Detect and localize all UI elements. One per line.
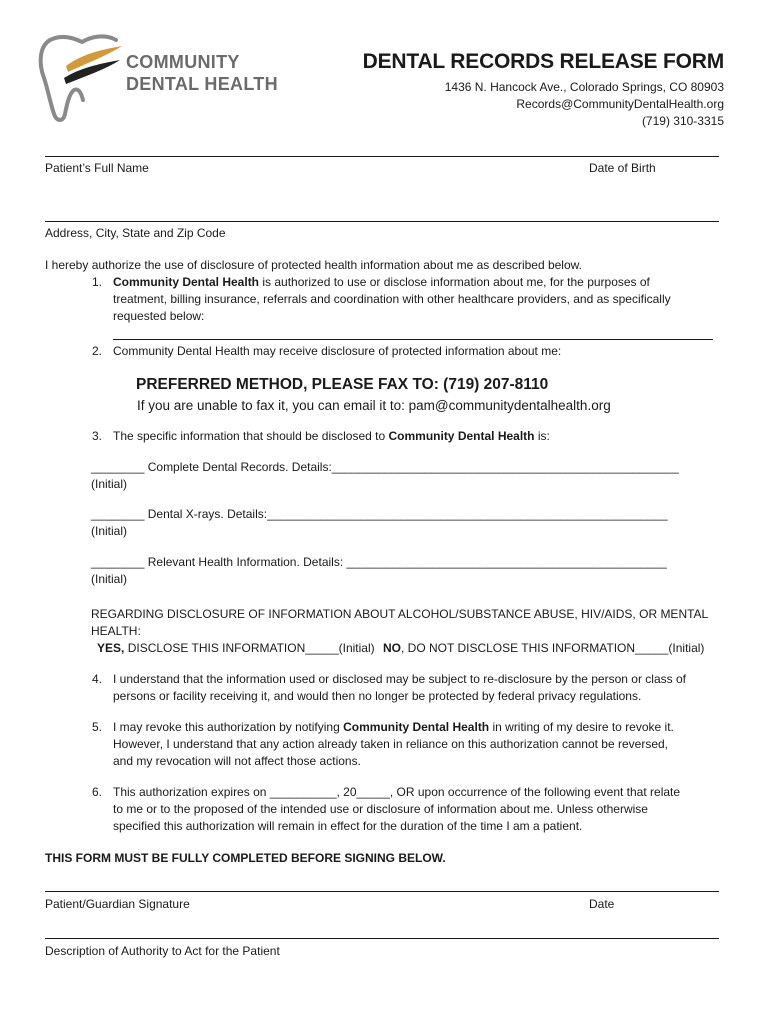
substance-yes-label: YES, bbox=[97, 641, 125, 655]
logo-line-2: DENTAL HEALTH bbox=[126, 74, 278, 94]
item-3-tail: is: bbox=[534, 429, 550, 443]
item-3-line bbox=[113, 429, 550, 443]
option-health-info[interactable]: ________ Relevant Health Information. Details: ________________________________________________ bbox=[91, 555, 667, 569]
authority-line[interactable] bbox=[45, 938, 719, 939]
completion-notice: THIS FORM MUST BE FULLY COMPLETED BEFORE SIGNING BELOW. bbox=[45, 851, 446, 865]
item-6-number: 6. bbox=[92, 785, 103, 799]
form-title: DENTAL RECORDS RELEASE FORM bbox=[362, 50, 724, 73]
substance-no-label: NO bbox=[383, 641, 401, 655]
item-5-line-2: However, I understand that any action already taken in reliance on this authorization cannot be reversed, bbox=[113, 737, 669, 751]
option-complete-records-initial: (Initial) bbox=[91, 477, 128, 491]
substance-yes[interactable] bbox=[97, 641, 375, 655]
clinic-email: Records@CommunityDentalHealth.org bbox=[516, 97, 724, 111]
substance-yes-text: DISCLOSE THIS INFORMATION_____(Initial) bbox=[124, 641, 375, 655]
item-1-number: 1. bbox=[92, 275, 103, 289]
item-6-line-3: specified this authorization will remain in effect for the duration of the time I am a patient. bbox=[113, 819, 583, 833]
preferred-fax: PREFERRED METHOD, PLEASE FAX TO: (719) 207-8110 bbox=[136, 376, 549, 393]
dob-label: Date of Birth bbox=[589, 161, 656, 175]
item-5-pre: I may revoke this authorization by notifying bbox=[113, 720, 344, 734]
option-complete-records[interactable]: ________ Complete Dental Records. Details:____________________________________________________ bbox=[91, 460, 679, 474]
item-3-number: 3. bbox=[92, 429, 103, 443]
item-2-number: 2. bbox=[92, 344, 103, 358]
signature-date-label: Date bbox=[589, 897, 615, 911]
patient-name-label: Patient’s Full Name bbox=[45, 161, 149, 175]
item-5-post: in writing of my desire to revoke it. bbox=[489, 720, 674, 734]
item-5-org: Community Dental Health bbox=[343, 720, 490, 734]
option-dental-xrays[interactable]: ________ Dental X-rays. Details:____________________________________________________________ bbox=[91, 507, 668, 521]
item-2-text: Community Dental Health may receive disclosure of protected information about me: bbox=[113, 344, 562, 358]
intro-text: I hereby authorize the use of disclosure of protected health information about me as described below. bbox=[45, 258, 582, 272]
substance-no[interactable] bbox=[383, 641, 704, 655]
item-1-line-3: requested below: bbox=[113, 309, 205, 323]
item-4-line-2: persons or facility receiving it, and would then no longer be protected by federal privacy regulations. bbox=[113, 689, 642, 703]
item-1-line-2: treatment, billing insurance, referrals and coordination with other healthcare providers, and as specifically bbox=[113, 292, 671, 306]
signature-label: Patient/Guardian Signature bbox=[45, 897, 190, 911]
clinic-address: 1436 N. Hancock Ave., Colorado Springs, CO 80903 bbox=[444, 80, 724, 94]
logo-line-1: COMMUNITY bbox=[126, 52, 240, 72]
item-5-number: 5. bbox=[92, 720, 103, 734]
option-health-info-initial: (Initial) bbox=[91, 572, 128, 586]
item-1-org: Community Dental Health bbox=[113, 275, 260, 289]
option-dental-xrays-initial: (Initial) bbox=[91, 524, 128, 538]
email-alternative: If you are unable to fax it, you can email it to: pam@communitydentalhealth.org bbox=[137, 398, 611, 413]
substance-no-text: , DO NOT DISCLOSE THIS INFORMATION_____(Initial) bbox=[401, 641, 705, 655]
item-5-line-3: and my revocation will not affect those actions. bbox=[113, 754, 361, 768]
patient-name-line[interactable] bbox=[45, 156, 719, 157]
substance-heading-2: HEALTH: bbox=[91, 624, 141, 638]
item-3-text: The specific information that should be disclosed to bbox=[113, 429, 389, 443]
authority-label: Description of Authority to Act for the Patient bbox=[45, 944, 280, 958]
item-6-line-2: to me or to the proposed of the intended use or disclosure of information about me. Unless otherwise bbox=[113, 802, 648, 816]
address-line[interactable] bbox=[45, 221, 719, 222]
substance-heading-1: REGARDING DISCLOSURE OF INFORMATION ABOUT ALCOHOL/SUBSTANCE ABUSE, HIV/AIDS, OR MENTAL bbox=[91, 607, 709, 621]
clinic-phone: (719) 310-3315 bbox=[641, 114, 724, 128]
item-1-line-1 bbox=[113, 275, 650, 289]
address-label: Address, City, State and Zip Code bbox=[45, 226, 226, 240]
signature-line[interactable] bbox=[45, 891, 719, 892]
logo bbox=[36, 32, 286, 124]
item-5-line-1 bbox=[113, 720, 674, 734]
item-4-line-1: I understand that the information used or disclosed may be subject to re-disclosure by the person or class of bbox=[113, 672, 686, 686]
item-4-number: 4. bbox=[92, 672, 103, 686]
item-1-text: is authorized to use or disclose information about me, for the purposes of bbox=[259, 275, 650, 289]
item-6-line-1[interactable]: This authorization expires on __________, 20_____, OR upon occurrence of the following event that relate bbox=[113, 785, 681, 799]
item-3-org: Community Dental Health bbox=[388, 429, 535, 443]
item-1-request-line[interactable] bbox=[113, 339, 713, 340]
tooth-logo-icon bbox=[36, 32, 126, 124]
